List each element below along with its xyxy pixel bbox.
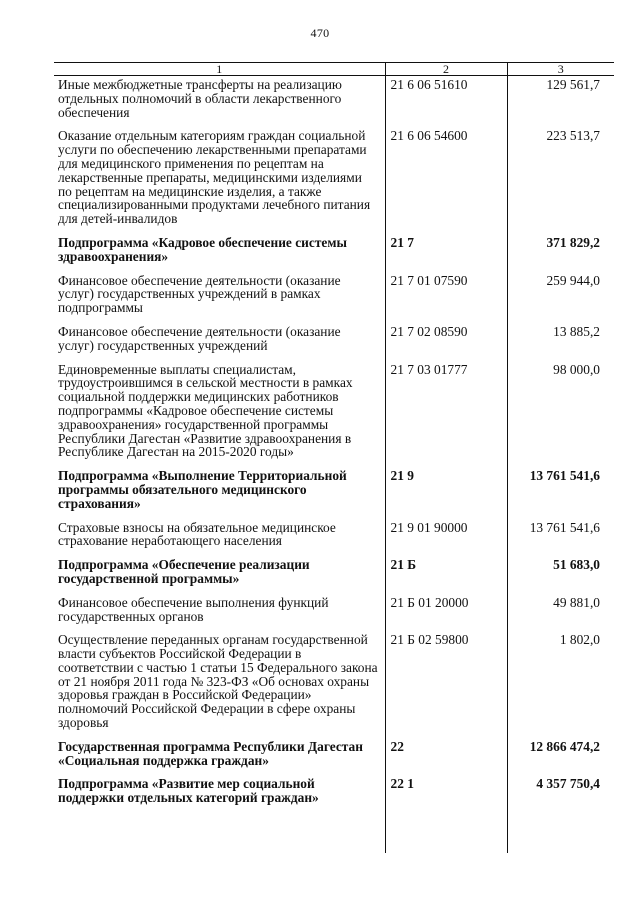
row-amount: 4 357 750,4 [507, 775, 614, 813]
table-row-heading [54, 234, 614, 272]
table-row-heading [54, 775, 614, 813]
table-row [54, 127, 614, 234]
row-amount: 13 885,2 [507, 323, 614, 361]
table-row-heading [54, 467, 614, 518]
row-name: Подпрограмма «Кадровое обеспечение системы здравоохранения» [58, 234, 347, 264]
row-code: 21 6 06 51610 [385, 76, 507, 128]
column-header-3: 3 [507, 63, 614, 76]
row-amount: 259 944,0 [507, 272, 614, 323]
row-amount: 371 829,2 [507, 234, 614, 272]
table-header-row [54, 63, 614, 76]
column-header-2: 2 [385, 63, 507, 76]
table-row [54, 272, 614, 323]
table-row [54, 631, 614, 738]
row-name: Подпрограмма «Развитие мер социальной поддержки отдельных категорий граждан» [58, 776, 319, 806]
table-row [54, 594, 614, 632]
table-row [54, 519, 614, 557]
empty-cell [385, 813, 507, 853]
row-amount: 13 761 541,6 [507, 519, 614, 557]
row-code: 21 9 [385, 467, 507, 518]
row-code: 22 1 [385, 775, 507, 813]
row-code: 21 7 02 08590 [385, 323, 507, 361]
table-body [54, 76, 614, 854]
row-amount: 1 802,0 [507, 631, 614, 738]
row-name: Подпрограмма «Обеспечение реализации государственной программы» [58, 557, 310, 586]
row-amount: 223 513,7 [507, 127, 614, 234]
table-row [54, 361, 614, 468]
empty-cell [507, 813, 614, 853]
empty-cell [54, 813, 385, 853]
row-amount: 129 561,7 [507, 76, 614, 128]
row-name: Страховые взносы на обязательное медицинское страхование неработающего населения [58, 519, 336, 549]
row-amount: 98 000,0 [507, 361, 614, 468]
row-name: Иные межбюджетные трансферты на реализацию отдельных полномочий в области лекарственного обеспечения [58, 77, 342, 120]
row-name: Финансовое обеспечение деятельности (оказание услуг) государственных учреждений в рамках подпрограммы [58, 272, 341, 316]
row-code: 21 7 03 01777 [385, 361, 507, 468]
budget-table [54, 62, 614, 853]
row-code: 22 [385, 738, 507, 776]
table-filler-row [54, 813, 614, 853]
row-code: 21 6 06 54600 [385, 127, 507, 234]
table-row [54, 323, 614, 361]
row-code: 21 Б [385, 556, 507, 594]
row-name: Осуществление переданных органам государственной власти субъектов Российской Федерации в соответствии с частью 1 статьи 15 Федерального закона от 21 ноября 2011 года № 323-ФЗ «Об основах охраны здоровья граждан в Российской Федерации» полномочий Российской Федерации в сфере охраны здоровья [58, 632, 378, 731]
table-row [54, 76, 614, 128]
row-code: 21 Б 02 59800 [385, 631, 507, 738]
column-header-1: 1 [54, 63, 385, 76]
row-code: 21 7 01 07590 [385, 272, 507, 323]
row-code: 21 Б 01 20000 [385, 594, 507, 632]
page-number: 470 [310, 26, 330, 40]
row-name: Финансовое обеспечение выполнения функций государственных органов [58, 594, 329, 624]
row-name: Оказание отдельным категориям граждан социальной услуги по обеспечению лекарственными препаратами для медицинского применения по рецептам на лекарственные препараты, медицинскими изделиями по рецептам на медицинские изделия, а также специализированными продуктами лечебного питания для детей-инвалидов [58, 128, 371, 227]
row-name: Подпрограмма «Выполнение Территориальной программы обязательного медицинского страхования» [58, 468, 347, 511]
row-name: Государственная программа Республики Дагестан «Социальная поддержка граждан» [58, 738, 363, 768]
table-row-heading [54, 738, 614, 776]
row-amount: 12 866 474,2 [507, 738, 614, 776]
table-row-heading [54, 556, 614, 594]
row-name: Единовременные выплаты специалистам, трудоустроившимся в сельской местности в рамках социальной поддержки медицинских работников подпрограммы «Кадровое обеспечение системы здравоохранения» государственной программы Республики Дагестан «Развитие здравоохранения в Республике Дагестан на 2015-2020 годы» [58, 361, 353, 460]
row-code: 21 9 01 90000 [385, 519, 507, 557]
row-amount: 13 761 541,6 [507, 467, 614, 518]
row-code: 21 7 [385, 234, 507, 272]
row-amount: 49 881,0 [507, 594, 614, 632]
row-name: Финансовое обеспечение деятельности (оказание услуг) государственных учреждений [58, 323, 341, 353]
row-amount: 51 683,0 [507, 556, 614, 594]
